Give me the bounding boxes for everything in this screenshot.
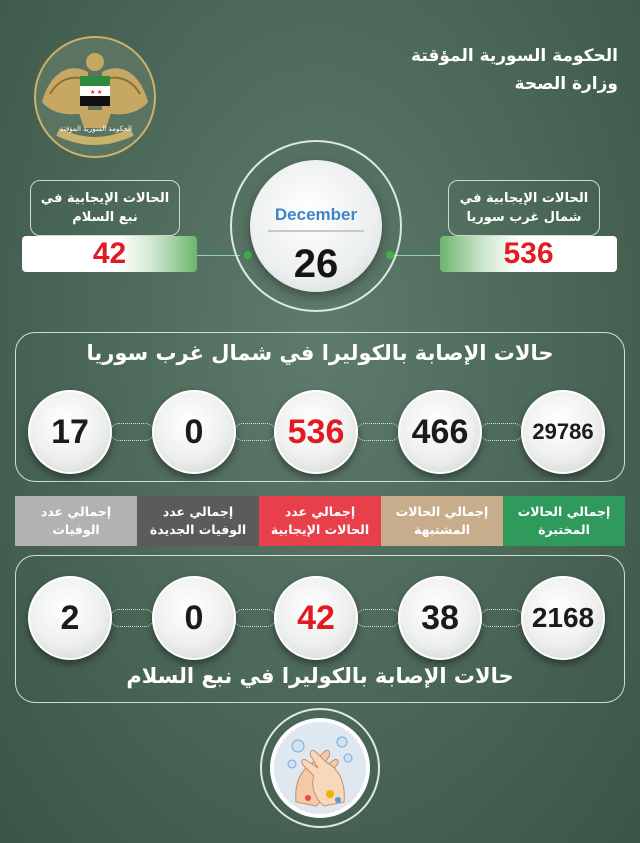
category-label-line1: إجمالي الحالات	[517, 504, 611, 519]
peace-spring-stat-1: 0	[152, 576, 236, 660]
peace-spring-label-line1: الحالات الإيجابية في	[40, 191, 170, 206]
category-label-line1: إجمالي عدد	[284, 504, 356, 519]
peace-spring-stat-3: 38	[398, 576, 482, 660]
svg-text:★: ★	[90, 89, 96, 96]
category-label-line2: المختبرة	[538, 522, 590, 537]
northwest-connector	[110, 423, 154, 441]
ministry-header	[411, 42, 618, 98]
northwest-stat-0: 17	[28, 390, 112, 474]
northwest-positive-value: 536	[440, 236, 617, 272]
category-label-line1: إجمالي عدد	[162, 504, 234, 519]
northwest-connector	[480, 423, 523, 441]
category-label-line2: الوفيات الجديدة	[149, 522, 247, 537]
peace-spring-positive-value: 42	[22, 236, 197, 272]
logo-caption: الحكومة السورية المؤقتة	[59, 125, 132, 133]
date-month: December	[274, 205, 358, 224]
peace-spring-title: حالات الإصابة بالكوليرا في نبع السلام	[126, 664, 514, 688]
peace-spring-stat-2: 42	[274, 576, 358, 660]
ministry-name: وزارة الصحة	[514, 74, 618, 94]
peace-spring-connector	[480, 609, 523, 627]
category-label-line2: الحالات الإيجابية	[270, 522, 370, 537]
date-day: 26	[293, 242, 339, 286]
northwest-connector	[356, 423, 400, 441]
category-label-0	[15, 496, 137, 546]
peace-spring-stat-0: 2	[28, 576, 112, 660]
category-label-line2: الوفيات	[52, 522, 100, 537]
northwest-positive-label	[448, 180, 600, 236]
northwest-label-line1: الحالات الإيجابية في	[459, 191, 589, 206]
peace-spring-connector	[356, 609, 400, 627]
category-label-2	[259, 496, 381, 546]
svg-text:★: ★	[97, 89, 103, 96]
peace-spring-connector	[234, 609, 276, 627]
date-divider	[268, 230, 364, 232]
eagle-emblem-icon	[30, 32, 160, 162]
northwest-stat-1: 0	[152, 390, 236, 474]
category-label-line1: إجمالي عدد	[40, 504, 112, 519]
hand-washing-icon	[268, 716, 372, 820]
northwest-connector	[234, 423, 276, 441]
category-label-4	[503, 496, 625, 546]
northwest-title: حالات الإصابة بالكوليرا في شمال غرب سوريا	[86, 341, 554, 365]
northwest-stat-4: 29786	[521, 390, 605, 474]
northwest-stat-3: 466	[398, 390, 482, 474]
government-name: الحكومة السورية المؤقتة	[411, 46, 618, 66]
peace-spring-stat-4: 2168	[521, 576, 605, 660]
peace-spring-label-line2: نبع السلام	[72, 210, 138, 225]
category-labels	[15, 496, 625, 546]
category-label-line2: المشتبهة	[413, 522, 471, 537]
category-label-3	[381, 496, 503, 546]
category-label-line1: إجمالي الحالات	[395, 504, 489, 519]
peace-spring-positive-label	[30, 180, 180, 236]
northwest-stat-2: 536	[274, 390, 358, 474]
northwest-label-line2: شمال غرب سوريا	[466, 210, 582, 225]
category-label-1	[137, 496, 259, 546]
peace-spring-connector	[110, 609, 154, 627]
